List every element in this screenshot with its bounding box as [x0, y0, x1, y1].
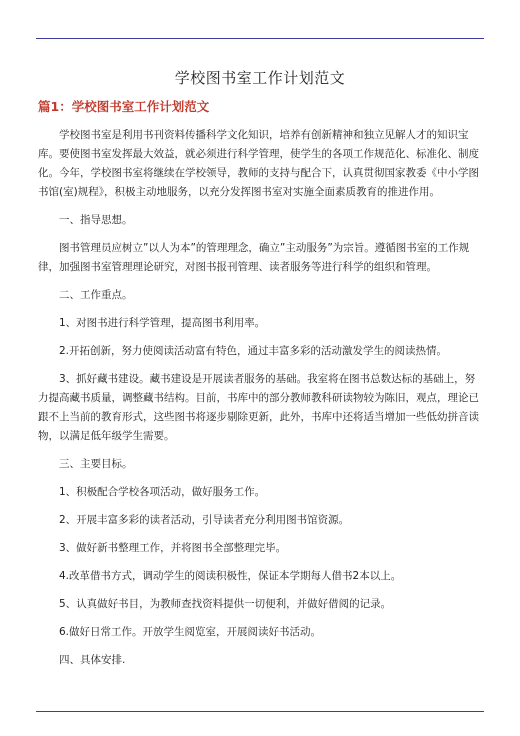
list-item-goal-1: 1、积极配合学校各项活动，做好服务工作。 — [59, 486, 266, 498]
section-heading-main-goals: 三、主要目标。 — [59, 458, 133, 470]
document-title: 学校图书室工作计划范文 — [174, 69, 346, 87]
paragraph-guiding-ideology: 图书管理员应树立”以人为本”的管理理念，确立”主动服务”为宗旨。遵循图书室的工作规律，加强图书室管理理论研究，对图书报刊管理、读者服务等进行科学的组织和管理。 — [38, 242, 470, 273]
footer-rule — [36, 711, 484, 712]
list-item-goal-6: 6.做好日常工作。开放学生阅览室，开展阅读好书活动。 — [59, 626, 322, 638]
list-item-focus-3: 3、抓好藏书建设。藏书建设是开展读者服务的基础。我室将在图书总数达标的基础上，努力提高藏书质量，调整藏书结构。目前，书库中的部分教师教科研读物较为陈旧，观点，理论已跟不上当前的教育形式，这些图书将逐步剔除更新，此外，书库中还将适当增加一些低幼拼音读物，以满足低年级学生需要。 — [38, 373, 479, 442]
header-rule — [36, 38, 484, 39]
list-item-goal-5: 5、认真做好书目，为教师查找资料提供一切便利，并做好借阅的记录。 — [59, 598, 392, 610]
section-heading-arrangement: 四、具体安排. — [59, 654, 126, 666]
list-item-goal-4: 4.改革借书方式，调动学生的阅读积极性，保证本学期每人借书2本以上。 — [59, 570, 402, 582]
list-item-goal-2: 2、开展丰富多彩的读者活动，引导读者充分利用图书馆资源。 — [59, 514, 350, 526]
section-heading-guiding-ideology: 一、指导思想。 — [59, 214, 133, 226]
article-heading: 篇1：学校图书室工作计划范文 — [38, 99, 210, 114]
section-heading-work-focus: 二、工作重点。 — [59, 289, 133, 301]
paragraph-intro: 学校图书室是利用书刊资料传播科学文化知识，培养有创新精神和独立见解人才的知识宝库。要使图书室发挥最大效益，就必须进行科学管理，使学生的各项工作规范化、标准化、制度化。今年，学校图书室将继续在学校领导，教师的支持与配合下，认真贯彻国家教委《中小学图书馆(室)规程》，积极主动地服务，以充分发挥图书室对实施全面素质教育的推进作用。 — [38, 129, 479, 198]
list-item-focus-1: 1、对图书进行科学管理，提高图书利用率。 — [59, 317, 266, 329]
document-body — [38, 126, 484, 679]
list-item-goal-3: 3、做好新书整理工作，并将图书全部整理完毕。 — [59, 542, 287, 554]
list-item-focus-2: 2.开拓创新，努力使阅读活动富有特色，通过丰富多彩的活动激发学生的阅读热情。 — [59, 345, 448, 357]
